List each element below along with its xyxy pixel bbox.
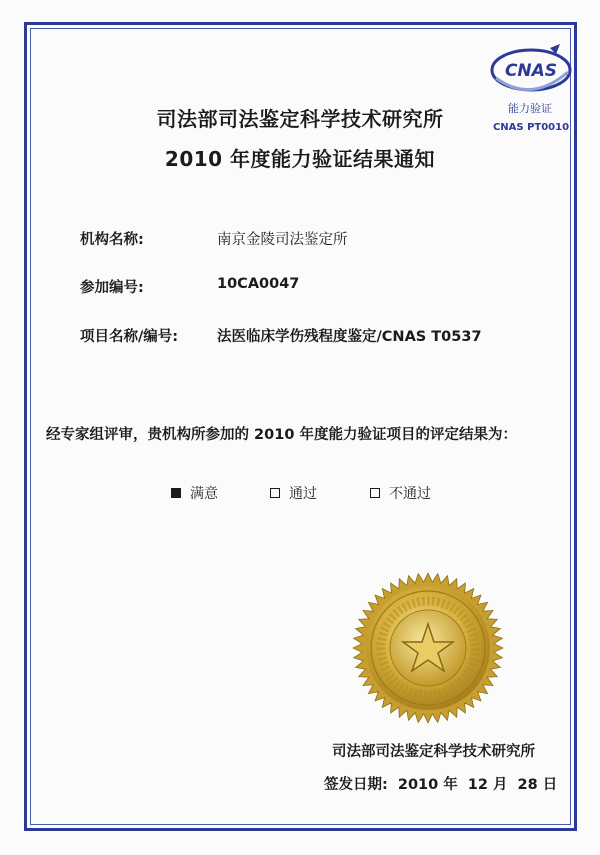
- cnas-logo-icon: [488, 42, 574, 94]
- result-statement: 经专家组评审，贵机构所参加的 2010 年度能力验证项目的评定结果为：: [46, 427, 517, 443]
- cnas-subtitle: 能力验证: [508, 102, 552, 115]
- page-subtitle: 2010 年度能力验证结果通知: [164, 147, 436, 171]
- page-title: 司法部司法鉴定科学技术研究所: [156, 107, 444, 131]
- project-name-label: 项目名称/编号:: [80, 329, 179, 345]
- gold-star-seal-icon: [352, 572, 504, 724]
- day-unit: 日: [542, 777, 558, 793]
- option-pass: [270, 483, 317, 503]
- option-label: 不通过: [389, 486, 431, 502]
- month-unit: 月: [492, 777, 508, 793]
- empty-box-icon: [270, 488, 280, 498]
- option-satisfactory: [171, 483, 218, 503]
- option-label: 满意: [190, 486, 218, 502]
- cnas-code: CNAS PT0010: [492, 122, 570, 133]
- issue-date: [324, 773, 557, 794]
- issue-month: 12: [467, 777, 488, 793]
- issue-year: 2010: [397, 777, 439, 793]
- institution-name-value: 南京金陵司法鉴定所: [217, 232, 348, 248]
- institution-name-label: 机构名称:: [80, 232, 144, 248]
- checked-box-icon: [171, 488, 181, 498]
- participant-number-label: 参加编号:: [80, 280, 144, 296]
- cnas-logo-text: CNAS: [504, 61, 558, 81]
- option-fail: [370, 483, 431, 503]
- empty-box-icon: [370, 488, 380, 498]
- project-name-value: 法医临床学伤残程度鉴定/CNAS T0537: [217, 329, 482, 345]
- participant-number-value: 10CA0047: [217, 276, 300, 292]
- issue-date-label: 签发日期:: [324, 777, 388, 793]
- issue-day: 28: [517, 777, 538, 793]
- option-label: 通过: [289, 486, 317, 502]
- year-unit: 年: [443, 777, 458, 793]
- issuer-name: 司法部司法鉴定科学技术研究所: [332, 744, 535, 760]
